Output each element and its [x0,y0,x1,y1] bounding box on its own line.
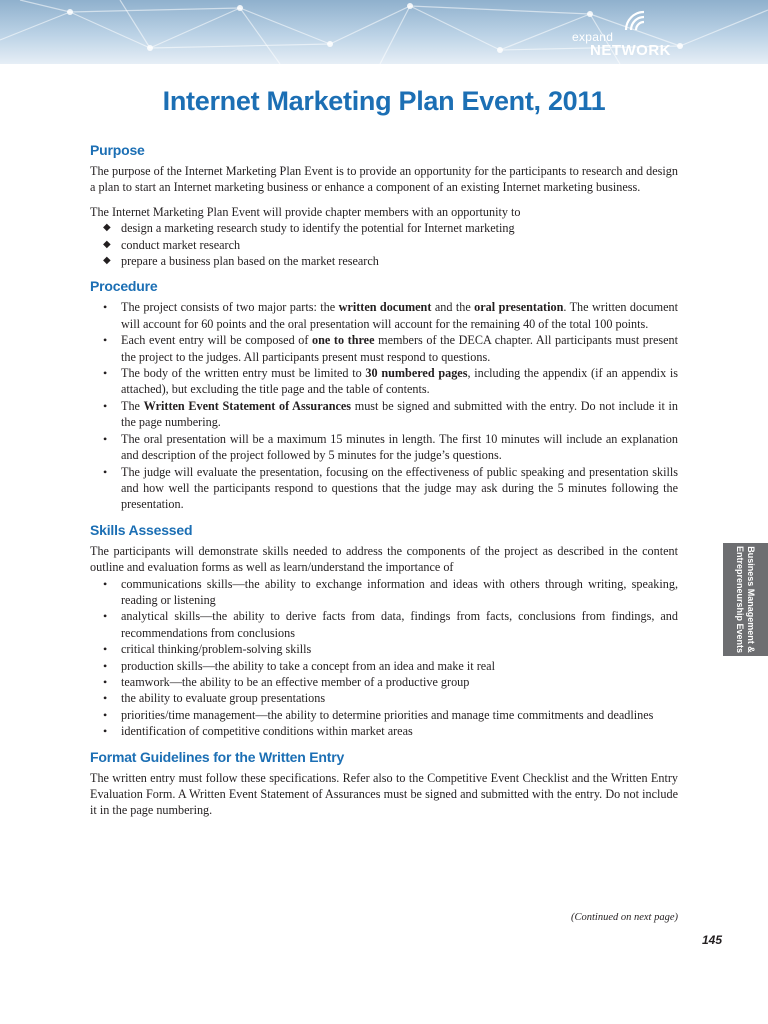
list-item: • the ability to evaluate group presentations [90,690,678,706]
side-tab-line-2: Entrepreneurship Events [735,545,746,654]
list-item: • critical thinking/problem-solving skills [90,641,678,657]
list-item: ◆ prepare a business plan based on the market research [90,253,678,269]
skills-heading: Skills Assessed [90,521,193,538]
list-item: • teamwork—the ability to be an effective member of a productive group [90,674,678,690]
expand-network-logo [560,10,680,60]
format-heading: Format Guidelines for the Written Entry [90,748,345,765]
procedure-list [90,299,678,512]
purpose-intro-paragraph: The Internet Marketing Plan Event will provide chapter members with an opportunity to [90,204,521,219]
list-item: • The judge will evaluate the presentation, focusing on the effectiveness of public speaking and presentation skills and how well the participants respond to questions that the judge may ask during the 5 minutes following the presentation. [90,464,678,513]
continued-note: (Continued on next page) [570,912,678,923]
list-item: ◆ design a marketing research study to identify the potential for Internet marketing [90,220,678,236]
format-paragraph: The written entry must follow these specifications. Refer also to the Competitive Event Checklist and the Written Entry Evaluation Form. A Written Event Statement of Assurances must be signed and submitted with the entry. Do not include it in the page numbering. [90,770,678,818]
list-item: • identification of competitive conditions within market areas [90,723,678,739]
skills-intro-paragraph: The participants will demonstrate skills needed to address the components of the project as described in the content outline and evaluation forms as well as learn/understand the importance of [90,543,678,575]
list-item: • production skills—the ability to take a concept from an idea and make it real [90,658,678,674]
purpose-heading: Purpose [90,142,145,158]
logo-network-text: NETWORK [590,42,671,59]
header-banner [0,0,768,64]
list-item: • analytical skills—the ability to derive facts from data, findings from facts, conclusions from findings, and recommendations from conclusions [90,608,678,641]
section-side-tab [723,543,768,656]
document-body [90,142,678,819]
side-tab-line-1: Business Management & [746,546,757,653]
list-item: • The Written Event Statement of Assurances must be signed and submitted with the entry. Do not include it in the page numbering. [90,398,678,431]
list-item: • communications skills—the ability to exchange information and ideas with others through writing, speaking, reading or listening [90,576,678,609]
list-item: • Each event entry will be composed of one to three members of the DECA chapter. All participants must present the project to the judges. All participants present must respond to questions. [90,332,678,365]
purpose-paragraph: The purpose of the Internet Marketing Plan Event is to provide an opportunity for the participants to research and design a plan to start an Internet marketing business or enhance a component of an existing Internet marketing business. [90,164,678,195]
page-title: Internet Marketing Plan Event, 2011 [162,86,606,116]
page-number: 145 [701,933,722,947]
skills-list [90,576,678,740]
list-item: • The oral presentation will be a maximum 15 minutes in length. The first 10 minutes will include an explanation and description of the project followed by 5 minutes for the judge’s questions. [90,431,678,464]
purpose-list [90,220,678,269]
procedure-heading: Procedure [90,278,158,295]
list-item: • The project consists of two major parts: the written document and the oral presentation. The written document will account for 60 points and the oral presentation will account for the remaining 40 of the total 100 points. [90,299,678,332]
logo-expand-text: expand [572,30,614,44]
list-item: • The body of the written entry must be limited to 30 numbered pages, including the appendix (if an appendix is attached), but excluding the title page and the table of contents. [90,365,678,398]
list-item: ◆ conduct market research [90,237,678,253]
list-item: • priorities/time management—the ability to determine priorities and manage time commitments and deadlines [90,707,678,723]
signal-icon [624,10,648,32]
